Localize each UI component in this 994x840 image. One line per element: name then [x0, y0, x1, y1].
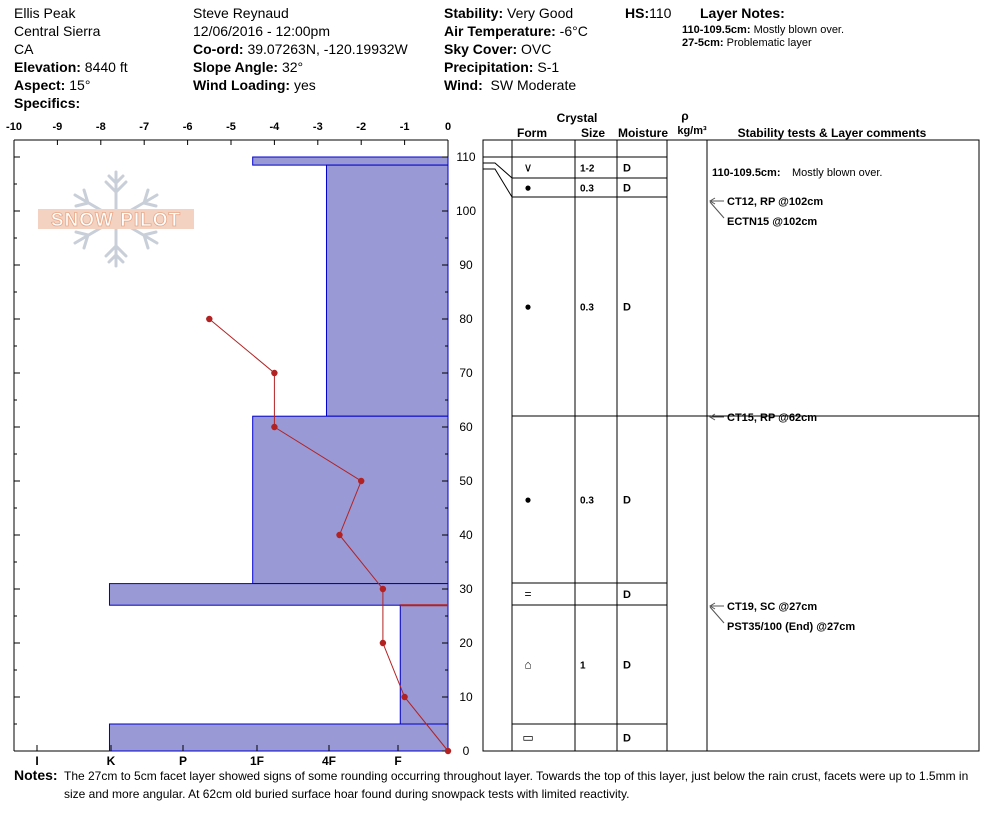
comment-label: 110-109.5cm:	[712, 167, 781, 179]
depth-tick-label: 30	[459, 582, 473, 596]
layer-size-label: 0.3	[580, 302, 594, 314]
comment-arrow-line	[710, 607, 724, 623]
coord-label: Co-ord:	[193, 41, 244, 57]
depth-tick-label: 110	[456, 150, 476, 164]
snowpilot-logo	[38, 172, 194, 266]
aspect-label: Aspect:	[14, 77, 66, 93]
coord-value: 39.07263N, -120.19932W	[247, 41, 408, 57]
temperature-point	[358, 478, 364, 484]
depth-tick-label: 0	[462, 744, 470, 758]
layer-note-1-text: Mostly blown over.	[753, 24, 845, 36]
location-name: Ellis Peak	[14, 5, 76, 21]
temperature-point	[380, 640, 386, 646]
layer-form-label: ▭	[522, 730, 534, 745]
hardness-layer-5	[400, 605, 448, 724]
hardness-layer-6	[109, 724, 448, 751]
sky-label: Sky Cover:	[444, 41, 518, 57]
wind-loading-value: yes	[293, 77, 316, 93]
temperature-axis	[6, 121, 451, 145]
layer-moisture-label: D	[623, 182, 631, 195]
density-unit-header: kg/m³	[677, 125, 707, 137]
hardness-layer-3	[253, 416, 448, 583]
stability-value: Very Good	[507, 5, 574, 21]
temp-tick-label: -8	[95, 121, 106, 133]
hardness-layer-2	[326, 165, 448, 416]
notes-section	[14, 766, 989, 803]
state-name: CA	[14, 41, 34, 57]
wind-label: Wind:	[444, 77, 483, 93]
layer-form-label: ⌂	[524, 657, 532, 672]
size-header: Size	[580, 126, 606, 140]
moisture-header: Moisture	[617, 126, 669, 140]
aspect-value: 15°	[69, 77, 91, 93]
wind-value: SW Moderate	[490, 77, 577, 93]
depth-tick-label: 50	[459, 474, 473, 488]
range-name: Central Sierra	[14, 23, 101, 39]
temp-tick-label: -5	[226, 121, 236, 133]
layer-form-label: ●	[524, 299, 532, 314]
temperature-point	[271, 424, 277, 430]
layer-moisture-label: D	[623, 659, 631, 672]
depth-tick-label: 10	[459, 690, 473, 704]
comment-arrow-line	[710, 202, 724, 218]
layer-table-frame	[483, 140, 979, 751]
hardness-tick-label: P	[178, 754, 188, 768]
temperature-point	[206, 316, 212, 322]
elevation-label: Elevation:	[14, 59, 81, 75]
comment-label: PST35/100 (End) @27cm	[727, 621, 856, 633]
temperature-point	[336, 532, 342, 538]
layer-moisture-label: D	[623, 732, 631, 745]
layer-size-label: 1	[580, 660, 586, 672]
comment-label: CT15, RP @62cm	[727, 412, 818, 424]
layer-size-label: 0.3	[580, 183, 594, 195]
depth-tick-label: 40	[459, 528, 473, 542]
stability-tests-header: Stability tests & Layer comments	[737, 126, 927, 140]
temp-tick-label: -7	[139, 121, 150, 133]
depth-tick-label: 100	[455, 204, 477, 218]
layer-form-label: ●	[524, 492, 532, 507]
layer-notes-label: Layer Notes:	[700, 5, 785, 21]
sky-value: OVC	[521, 41, 552, 57]
layer-moisture-label: D	[623, 301, 631, 314]
temp-tick-label: -3	[312, 121, 323, 133]
hs-label: HS:	[625, 5, 650, 21]
comment-extra: Mostly blown over.	[792, 167, 883, 179]
layer-note-2-text: Problematic layer	[726, 37, 812, 49]
air-temp-label: Air Temperature:	[444, 23, 556, 39]
rho-header: ρ	[681, 109, 689, 123]
specifics-label: Specifics:	[14, 95, 81, 111]
comment-label: ECTN15 @102cm	[727, 216, 818, 228]
temp-tick-label: -9	[52, 121, 63, 133]
elevation-value: 8440 ft	[84, 59, 128, 75]
depth-tick-label: 80	[459, 312, 473, 326]
hardness-layer-4	[109, 584, 448, 606]
layer-moisture-label: D	[623, 494, 631, 507]
precip-value: S-1	[537, 59, 560, 75]
logo-text: SNOW PILOT	[50, 210, 182, 231]
slope-label: Slope Angle:	[193, 59, 279, 75]
wind-loading-label: Wind Loading:	[193, 77, 291, 93]
temp-tick-label: -2	[356, 121, 367, 133]
layer-note-2-range: 27-5cm:	[682, 37, 724, 49]
layer-moisture-label: D	[623, 589, 631, 601]
hs-value: 110	[649, 5, 672, 21]
stability-comments	[710, 167, 882, 633]
depth-tick-label: 60	[459, 420, 473, 434]
temp-tick-label: 0	[444, 121, 452, 133]
hardness-tick-label: I	[35, 754, 39, 768]
layer-size-label: 0.3	[580, 495, 594, 507]
comment-label: CT19, SC @27cm	[727, 601, 818, 613]
hardness-layers	[109, 157, 448, 751]
slope-value: 32°	[281, 59, 304, 75]
layer-size-label: 1-2	[580, 163, 595, 175]
temp-tick-label: -4	[269, 121, 280, 133]
hardness-tick-label: F	[394, 754, 402, 768]
hardness-tick-label: K	[106, 754, 116, 768]
observer-name: Steve Reynaud	[193, 5, 289, 21]
depth-tick-label: 70	[459, 366, 473, 380]
depth-tick-label: 90	[459, 258, 473, 272]
precip-label: Precipitation:	[444, 59, 534, 75]
air-temp-value: -6°C	[559, 23, 588, 39]
temp-tick-label: -10	[6, 121, 22, 133]
hardness-tick-label: 4F	[321, 754, 337, 768]
hardness-layer-1	[253, 157, 448, 165]
hardness-tick-label: 1F	[249, 754, 265, 768]
temperature-point	[401, 694, 407, 700]
datetime: 12/06/2016 - 12:00pm	[193, 23, 330, 39]
layer-note-1-range: 110-109.5cm:	[682, 24, 751, 36]
depth-tick-label: 20	[459, 636, 473, 650]
layer-moisture-label: D	[623, 162, 631, 175]
notes-text: The 27cm to 5cm facet layer showed signs of some rounding occurring throughout layer. Towards the top of this layer, just below the rain crust, facets were up to 1.5mm in size and more angular. At 62cm old buried surface hoar found during snowpack tests with limited reactivity.	[64, 769, 969, 801]
temp-tick-label: -6	[182, 121, 193, 133]
temperature-point	[271, 370, 277, 376]
stability-label: Stability:	[444, 5, 504, 21]
layer-rows	[483, 157, 979, 745]
temperature-point	[380, 586, 386, 592]
temperature-point	[445, 748, 451, 754]
crystal-header: Crystal	[556, 111, 598, 125]
form-header: Form	[517, 126, 547, 140]
depth-connector	[483, 169, 512, 197]
comment-label: CT12, RP @102cm	[727, 196, 824, 208]
layer-form-label: ∨	[523, 160, 533, 175]
notes-label: Notes:	[14, 767, 58, 783]
layer-form-label: =	[524, 587, 532, 601]
layer-form-label: ●	[524, 180, 532, 195]
temp-tick-label: -1	[399, 121, 410, 133]
depth-connector	[483, 163, 512, 178]
